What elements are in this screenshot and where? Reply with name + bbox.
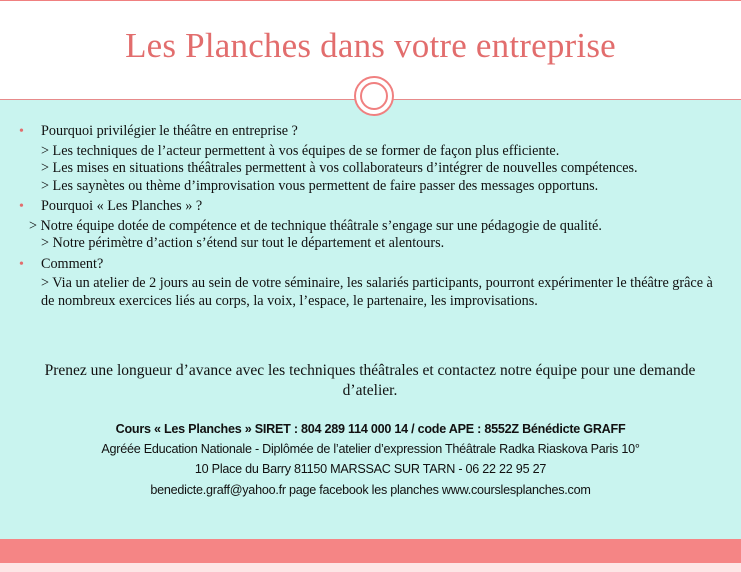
question-1-text: Pourquoi privilégier le théâtre en entreprise ? — [41, 123, 298, 139]
double-circle-icon — [354, 76, 394, 116]
question-3-text: Comment? — [41, 255, 104, 272]
tagline: Prenez une longueur d’avance avec les techniques théâtrales et contactez notre équipe pour une demande d’atelier. — [44, 362, 696, 399]
footer-contact-line: benedicte.graff@yahoo.fr page facebook les planches www.courslesplanches.com — [150, 482, 591, 497]
content-body — [0, 120, 741, 310]
question-3 — [0, 256, 741, 274]
bullet-dot-icon: • — [19, 256, 24, 272]
answer-3-line-1: > Via un atelier de 2 jours au sein de votre séminaire, les salariés participants, pourront expérimenter le théâtre grâce à de nombreux exercices liés au corps, la voix, l’espace, le partenaire, les improvisations. — [41, 275, 713, 309]
bullet-dot-icon: • — [19, 199, 24, 214]
bottom-band — [0, 539, 741, 563]
question-1 — [0, 123, 741, 141]
question-2 — [0, 198, 741, 216]
answer-2-line-1: > Notre équipe dotée de compétence et de technique théâtrale s’engage sur une pédagogie de qualité. — [29, 217, 602, 234]
question-2-text: Pourquoi « Les Planches » ? — [41, 198, 203, 214]
answer-1-line-1: > Les techniques de l’acteur permettent à vos équipes de se former de façon plus efficiente. — [41, 142, 560, 159]
bottom-strip — [0, 563, 741, 572]
answer-2-line-2: > Notre périmètre d’action s’étend sur tout le département et alentours. — [41, 235, 445, 251]
footer-address-line: 10 Place du Barry 81150 MARSSAC SUR TARN - 06 22 22 95 27 — [194, 462, 547, 477]
answer-1-line-2: > Les mises en situations théâtrales permettent à vos collaborateurs d’intégrer de nouvelles compétences. — [41, 160, 638, 176]
answer-1-line-3: > Les saynètes ou thème d’improvisation vous permettent de faire passer des messages opportuns. — [41, 177, 599, 194]
bullet-dot-icon: • — [19, 124, 24, 139]
footer-company-line: Cours « Les Planches » SIRET : 804 289 114 000 14 / code APE : 8552Z Bénédicte GRAFF — [115, 422, 626, 436]
page-title: Les Planches dans votre entreprise — [125, 26, 616, 65]
footer — [0, 419, 741, 500]
top-rule — [0, 0, 741, 1]
footer-accreditation-line: Agréée Education Nationale - Diplômée de l’atelier d’expression Théâtrale Radka Riaskova Paris 10° — [101, 442, 640, 457]
